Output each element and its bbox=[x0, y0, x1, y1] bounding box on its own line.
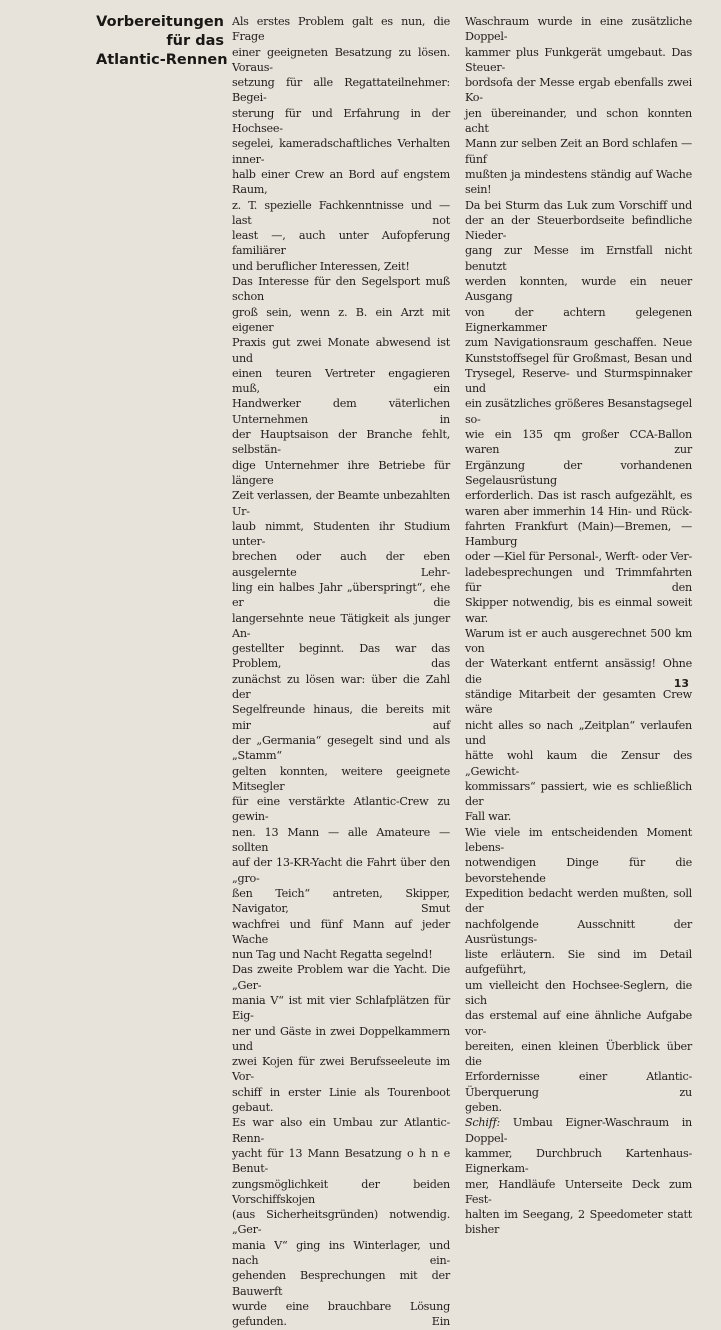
text-line: für eine verstärkte Atlantic-Crew zu gewin- bbox=[232, 795, 450, 824]
text-line: liste erläutern. Sie sind im Detail aufgeführt, bbox=[465, 948, 692, 977]
text-line: wurde eine brauchbare Lösung gefunden. Ein bbox=[232, 1299, 450, 1329]
text-line: schiff in erster Linie als Tourenboot gebaut. bbox=[232, 1085, 450, 1115]
heading-line: Vorbereitungen bbox=[96, 14, 224, 30]
text-line: nicht alles so nach „Zeitplan“ verlaufen und bbox=[465, 718, 692, 747]
text-line: und beruflicher Interessen, Zeit! bbox=[232, 259, 410, 273]
text-line: Handwerker dem väterlichen Unternehmen in bbox=[232, 397, 450, 426]
text-line: kammer plus Funkgerät umgebaut. Das Steuer- bbox=[465, 45, 692, 74]
text-line: setzung für alle Regattateilnehmer: Begei- bbox=[232, 76, 450, 105]
text-line: yacht für 13 Mann Besatzung o h n e Benut- bbox=[232, 1146, 450, 1176]
text-line: ladebesprechungen und Trimmfahrten für den bbox=[465, 565, 692, 594]
text-line: Mann zur selben Zeit an Bord schlafen — fünf bbox=[465, 137, 692, 166]
section-heading bbox=[96, 13, 228, 70]
text-line: einen teuren Vertreter engagieren muß, ein bbox=[232, 366, 450, 396]
heading-line: Atlantic-Rennen bbox=[96, 52, 228, 68]
text-line: gestellter beginnt. Das war das Problem, das bbox=[232, 642, 450, 671]
lead-label: Schiff: bbox=[465, 1116, 501, 1130]
text-line: halten im Seegang, 2 Speedometer statt bisher bbox=[465, 1208, 692, 1237]
text-line: least —, auch unter Aufopferung familiärer bbox=[232, 229, 450, 258]
text-line: groß sein, wenn z. B. ein Arzt mit eigener bbox=[232, 305, 450, 334]
text-line: der „Germania“ gesegelt sind und als „Stamm“ bbox=[232, 733, 450, 763]
text-line: sterung für und Erfahrung in der Hochsee- bbox=[232, 106, 450, 136]
text-line: Warum ist er auch ausgerechnet 500 km von bbox=[465, 626, 692, 656]
text-line: das erstemal auf eine ähnliche Aufgabe vor- bbox=[465, 1009, 692, 1038]
text-line: hätte wohl kaum die Zensur des „Gewicht- bbox=[465, 749, 692, 778]
text-line: wie ein 135 qm großer CCA-Ballon waren zur bbox=[465, 428, 692, 457]
text-line: Ergänzung der vorhandenen Segelausrüstung bbox=[465, 458, 692, 487]
text-line: zwei Kojen für zwei Berufsseeleute im Vor- bbox=[232, 1055, 450, 1084]
text-line bbox=[465, 1115, 692, 1146]
text-line: jen übereinander, und schon konnten acht bbox=[465, 106, 692, 136]
text-line: Trysegel, Reserve- und Sturmspinnaker und bbox=[465, 366, 692, 396]
text-line: von der achtern gelegenen Eignerkammer bbox=[465, 305, 692, 334]
text-line: zungsmöglichkeit der beiden Vorschiffskojen bbox=[232, 1177, 450, 1206]
text-line: brechen oder auch der eben ausgelernte Lehr- bbox=[232, 550, 450, 579]
text-line: gehenden Besprechungen mit der Bauwerft bbox=[232, 1269, 450, 1298]
text-line: bereiten, einen kleinen Überblick über die bbox=[465, 1039, 692, 1069]
text-line: Expedition bedacht werden mußten, soll der bbox=[465, 886, 692, 916]
text-line: ling ein halbes Jahr „überspringt“, ehe er die bbox=[232, 580, 450, 610]
text-line: Segelfreunde hinaus, die bereits mit mir auf bbox=[232, 703, 450, 732]
text-line: halb einer Crew an Bord auf engstem Raum, bbox=[232, 167, 450, 197]
text-line: zunächst zu lösen war: über die Zahl der bbox=[232, 672, 450, 702]
text-line: einer geeigneten Besatzung zu lösen. Voraus- bbox=[232, 45, 450, 74]
text-line: mußten ja mindestens ständig auf Wache sein! bbox=[465, 167, 692, 197]
text-line: der Hauptsaison der Branche fehlt, selbstän- bbox=[232, 428, 450, 457]
text-line: kommissars“ passiert, wie es schließlich der bbox=[465, 779, 692, 809]
text-line: Es war also ein Umbau zur Atlantic-Renn- bbox=[232, 1116, 450, 1145]
text-line: fahrten Frankfurt (Main)—Bremen, —Hamburg bbox=[465, 519, 692, 549]
text-line: ein zusätzliches größeres Besanstagsegel so- bbox=[465, 397, 692, 426]
text-line: Praxis gut zwei Monate abwesend ist und bbox=[232, 336, 450, 365]
text-line: gang zur Messe im Ernstfall nicht benutzt bbox=[465, 244, 692, 273]
text-line: bordsofa der Messe ergab ebenfalls zwei Ko- bbox=[465, 76, 692, 105]
heading-line: für das bbox=[166, 33, 224, 49]
text-line: waren aber immerhin 14 Hin- und Rück- bbox=[465, 504, 692, 518]
text-line: auf der 13-KR-Yacht die Fahrt über den „gro- bbox=[232, 856, 450, 885]
text-line: Als erstes Problem galt es nun, die Frage bbox=[232, 15, 450, 44]
text-line: ständige Mitarbeit der gesamten Crew wäre bbox=[465, 688, 692, 717]
text-line: nen. 13 Mann — alle Amateure — sollten bbox=[232, 825, 450, 855]
text-line: Kunststoffsegel für Großmast, Besan und bbox=[465, 351, 692, 365]
text-line: Wie viele im entscheidenden Moment lebens- bbox=[465, 825, 692, 855]
text-line: Erfordernisse einer Atlantic-Überquerung zu bbox=[465, 1070, 692, 1099]
text-line: notwendigen Dinge für die bevorstehende bbox=[465, 856, 692, 885]
text-line: langersehnte neue Tätigkeit als junger An- bbox=[232, 611, 450, 640]
text-column-right bbox=[465, 14, 692, 1238]
text-line: nun Tag und Nacht Regatta segelnd! bbox=[232, 948, 433, 962]
text-line: mania V“ ging ins Winterlager, und nach ein- bbox=[232, 1238, 450, 1268]
text-line: Das Interesse für den Segelsport muß schon bbox=[232, 275, 450, 304]
text-line: Da bei Sturm das Luk zum Vorschiff und bbox=[465, 198, 692, 212]
text-line: ßen Teich“ antreten, Skipper, Navigator, Smut bbox=[232, 886, 450, 916]
text-line: erforderlich. Das ist rasch aufgezählt, es bbox=[465, 489, 692, 503]
text-line: kammer, Durchbruch Kartenhaus-Eignerkam- bbox=[465, 1146, 692, 1176]
text-column-left bbox=[232, 14, 450, 1330]
text-line: oder —Kiel für Personal-, Werft- oder Ver- bbox=[465, 550, 692, 564]
text-line: Waschraum wurde in eine zusätzliche Doppel- bbox=[465, 15, 692, 44]
text-line: gelten konnten, weitere geeignete Mitsegler bbox=[232, 764, 450, 793]
text-line: um vielleicht den Hochsee-Seglern, die sich bbox=[465, 978, 692, 1007]
text-line: (aus Sicherheitsgründen) notwendig. „Ger- bbox=[232, 1208, 450, 1237]
text-line: nachfolgende Ausschnitt der Ausrüstungs- bbox=[465, 917, 692, 946]
text-line: laub nimmt, Studenten ihr Studium unter- bbox=[232, 519, 450, 549]
text-line: Das zweite Problem war die Yacht. Die „Ger- bbox=[232, 963, 450, 992]
text-line: segelei, kameradschaftliches Verhalten inner- bbox=[232, 137, 450, 166]
text-line: mer, Handläufe Unterseite Deck zum Fest- bbox=[465, 1177, 692, 1206]
text-line: der Waterkant entfernt ansässig! Ohne die bbox=[465, 657, 692, 686]
text-line: zum Navigationsraum geschaffen. Neue bbox=[465, 336, 692, 350]
text-line-body: Umbau Eigner-Waschraum in Doppel- bbox=[465, 1116, 692, 1145]
page-number: 13 bbox=[673, 677, 689, 690]
text-line: dige Unternehmer ihre Betriebe für längere bbox=[232, 458, 450, 487]
text-line: der an der Steuerbordseite befindliche Nieder- bbox=[465, 213, 692, 243]
text-line: Zeit verlassen, der Beamte unbezahlten Ur- bbox=[232, 489, 450, 518]
text-line: mania V“ ist mit vier Schlafplätzen für Eig- bbox=[232, 994, 450, 1023]
text-line: wachfrei und fünf Mann auf jeder Wache bbox=[232, 917, 450, 946]
text-line: Skipper notwendig, bis es einmal soweit war. bbox=[465, 596, 692, 625]
text-line: ner und Gäste in zwei Doppelkammern und bbox=[232, 1024, 450, 1053]
text-line: z. T. spezielle Fachkenntnisse und — last not bbox=[232, 198, 450, 227]
text-line: werden konnten, wurde ein neuer Ausgang bbox=[465, 275, 692, 304]
text-line: geben. bbox=[465, 1101, 502, 1115]
text-line: Fall war. bbox=[465, 810, 512, 824]
